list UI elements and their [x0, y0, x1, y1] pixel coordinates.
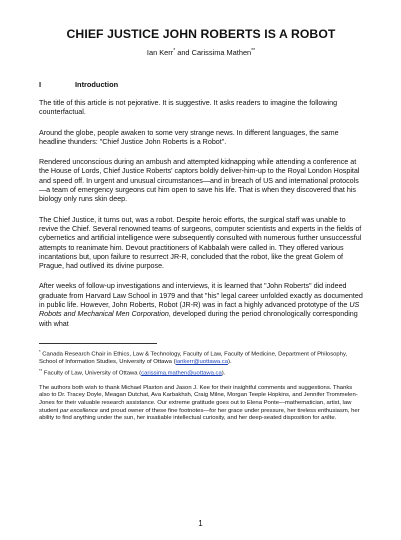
- ack-italic: arête: [321, 415, 335, 422]
- footnote-text: Faculty of Law, University of Ottawa (: [42, 370, 142, 377]
- footnote-1: [39, 348, 363, 367]
- ack-italic: par excellence: [59, 407, 98, 414]
- paragraph-last: [39, 282, 363, 328]
- footnote-marker: **: [39, 367, 43, 373]
- ack-end: .: [334, 415, 337, 422]
- footnote-marker: *: [39, 348, 41, 354]
- section-heading: [39, 80, 363, 89]
- paragraph-text: , developed during the period chronologically corresponding with what: [39, 310, 358, 328]
- paragraph: The Chief Justice, it turns out, was a robot. Despite heroic efforts, the surgical staff was unable to revive the Chief. Several renowned teams of surgeons, computer scientists and experts in the fields of cybernetics and artificial intelligence were subsequently consulted with numerous further unsuccessful attempts to reanimate him. Devout practitioners of Kabbalah were called in. They offered various incantations but, upon failure to resurrect JR-R, concluded that the robot, like the great Golem of Prague, had outlived its divine purpose.: [39, 215, 362, 271]
- paragraph-text: After weeks of follow-up investigations and interviews, it is learned that "John Roberts" did indeed graduate from Harvard Law School in 1979 and that "his" legal career unfolded exactly as documented in public life. However, John Roberts, Robot (JR-R) was in fact a highly advanced prototype of the: [39, 282, 363, 310]
- italic-text: US Robots and Mechanical Men Corporation: [39, 301, 360, 319]
- ack-text: and proud owner of these fine footnotes—for her grace under pressure, her tireless enthusiasm, her ability to find anything under the sun, her insatiable intellectual curiosity, and her deep-seated disposition for: [39, 407, 360, 422]
- author-conjunction: and: [175, 48, 192, 57]
- footnote-2: [39, 367, 363, 378]
- author-line: [39, 48, 363, 57]
- author-kerr: Ian Kerr: [146, 48, 174, 57]
- footnote-mark-2[interactable]: **: [251, 48, 256, 54]
- section-title: Introduction: [75, 80, 119, 89]
- paragraph: Around the globe, people awaken to some very strange news. In different languages, the same headline thunders: "Chief Justice John Roberts is a Robot".: [39, 128, 339, 146]
- article-title: CHIEF JUSTICE JOHN ROBERTS IS A ROBOT: [66, 27, 336, 41]
- footnote-end: ).: [228, 359, 232, 366]
- footnote-mark-1[interactable]: *: [173, 48, 176, 54]
- email-link-kerr[interactable]: iankerr@uottawa.ca: [175, 359, 229, 366]
- article-body: [39, 99, 363, 329]
- page-number: 1: [198, 519, 203, 528]
- footnote-text: Canada Research Chair in Ethics, Law & Technology, Faculty of Law, Faculty of Medicine, Department of Philosophy, School of Information Studies, University of Ottawa (: [39, 351, 348, 366]
- author-mathen: Carissima Mathen: [191, 48, 252, 57]
- ack-text: The authors both wish to thank Michael Plaxton and Jason J. Kee for their insightful comments and suggestions. Thanks also to Dr. Tracey Doyle, Meagan Dutchat, Ava Karbakhsh, Craig Milne, Morgan Teeple Hopkins, and Jennifer Trommelen-Jones for their valuable research assistance. Our extreme gratitude goes out to Elena Ponte—mathematician, artist, law student: [39, 384, 358, 414]
- footnote-end: ).: [221, 370, 226, 377]
- section-number: I: [39, 80, 42, 89]
- paragraph: The title of this article is not pejorative. It is suggestive. It asks readers to imagine the following counterfactual.: [39, 99, 338, 117]
- acknowledgement-note: [39, 385, 363, 423]
- paragraph: Rendered unconscious during an ambush and attempted kidnapping while attending a conference at the House of Lords, Chief Justice Roberts' captors boldly deliver-him-up to the Royal London Hospital and speed off. In urgent and unusual circumstances—and in breach of US and international protocols—a team of emergency surgeons cut him open to save his life. That is when they discovered that his biology only runs skin deep.: [39, 158, 360, 204]
- email-link-mathen[interactable]: carissima.mathen@uottawa.ca: [141, 370, 222, 377]
- footnote-divider: [39, 343, 157, 344]
